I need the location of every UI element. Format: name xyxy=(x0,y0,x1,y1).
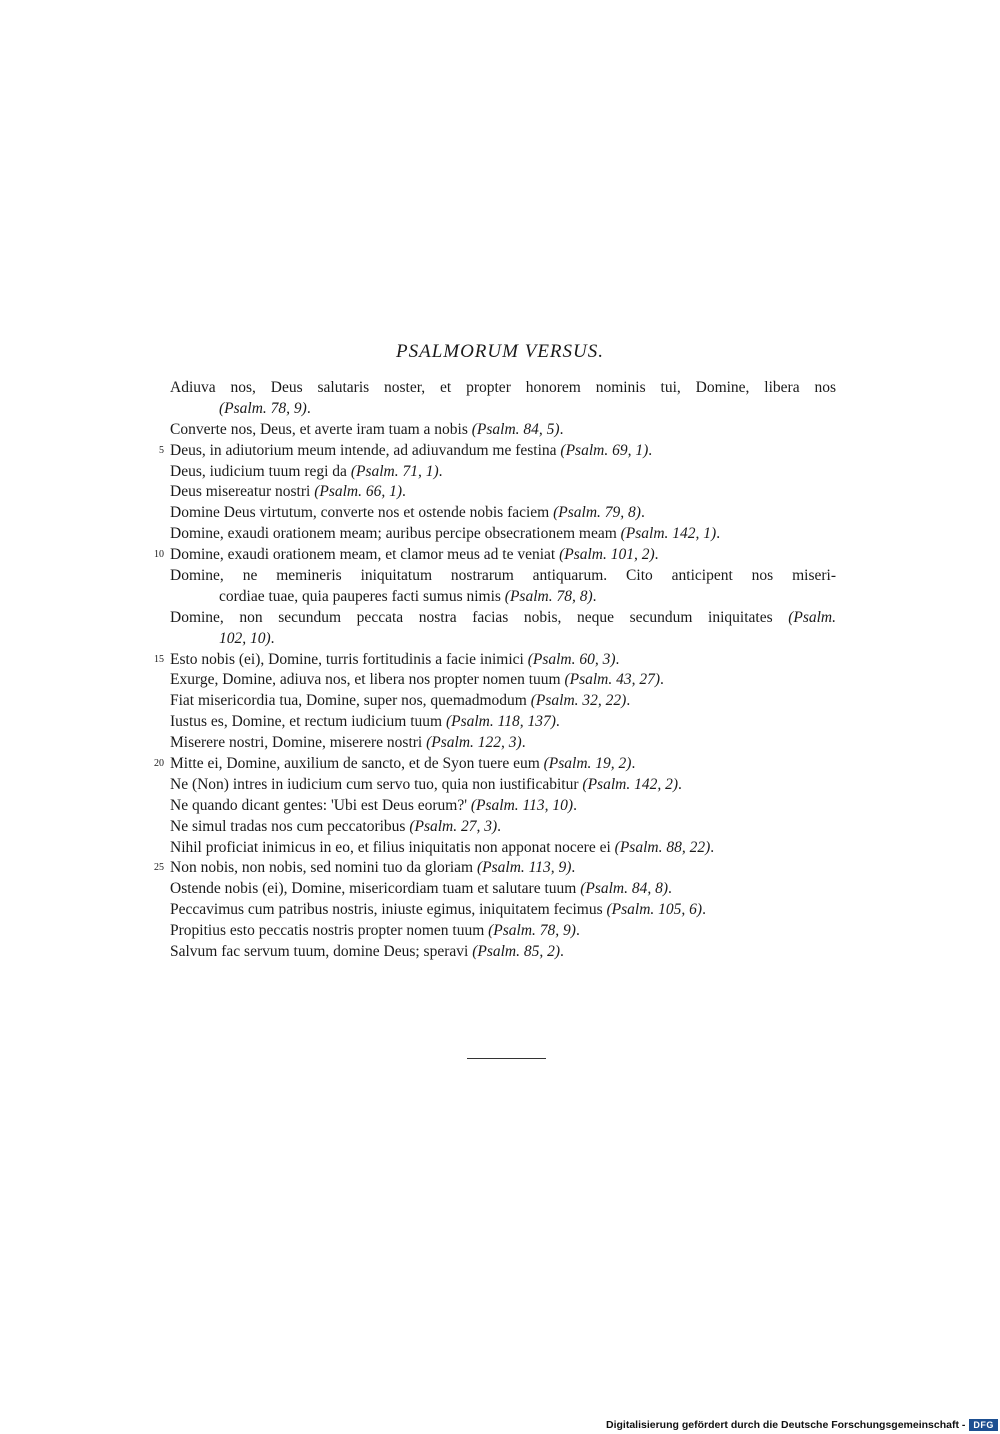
psalm-reference: (Psalm. 101, 2) xyxy=(559,546,655,564)
verse-punctuation: . xyxy=(710,838,715,856)
verse-text: Converte nos, Deus, et averte iram tuam a nobis xyxy=(170,420,472,438)
verse xyxy=(0,608,1000,650)
verse-punctuation: . xyxy=(306,399,311,417)
verse-punctuation: . xyxy=(559,420,564,438)
page-title: PSALMORUM VERSUS. xyxy=(395,341,605,362)
verse-line-content xyxy=(170,566,836,587)
verse-punctuation: . xyxy=(438,462,443,480)
psalm-reference: 102, 10) xyxy=(219,629,271,647)
verse-line xyxy=(0,921,1000,942)
verse-line xyxy=(0,566,1000,587)
verse-text: Deus misereatur nostri xyxy=(170,483,315,501)
verse-line xyxy=(0,796,1000,817)
verse xyxy=(0,879,1000,900)
psalm-reference: (Psalm. 71, 1) xyxy=(350,462,439,480)
verse-line-content xyxy=(170,776,682,793)
verse-line xyxy=(0,670,1000,691)
verse-line-content xyxy=(219,630,275,647)
verse xyxy=(0,566,1000,608)
verse-punctuation: . xyxy=(677,775,682,793)
verse-line xyxy=(0,378,1000,399)
psalm-reference: (Psalm. 142, 1) xyxy=(620,525,717,543)
verse-line-content xyxy=(170,859,575,876)
verse-line xyxy=(0,629,1000,650)
verse-text: Iustus es, Domine, et rectum iudicium tuum xyxy=(170,713,446,731)
verse xyxy=(0,670,1000,691)
verse xyxy=(0,733,1000,754)
verse xyxy=(0,858,1000,879)
verse-text: Mitte ei, Domine, auxilium de sancto, et de Syon tuere eum xyxy=(170,755,544,773)
psalm-reference: (Psalm. 19, 2) xyxy=(543,755,632,773)
psalm-reference: (Psalm. 66, 1) xyxy=(314,483,403,501)
verse-line xyxy=(0,587,1000,608)
verse-line xyxy=(0,942,1000,963)
verse-punctuation: . xyxy=(402,483,406,501)
verse-line xyxy=(0,838,1000,859)
verse xyxy=(0,503,1000,524)
verse-line-content xyxy=(170,818,501,835)
verse xyxy=(0,712,1000,733)
verse-text: Domine Deus virtutum, converte nos et ostende nobis faciem xyxy=(170,504,554,522)
dfg-logo-icon: DFG xyxy=(969,1419,998,1431)
verse-punctuation: . xyxy=(573,796,577,814)
verse-line xyxy=(0,858,1000,879)
verse-line-content xyxy=(170,671,664,688)
footer xyxy=(606,1416,998,1434)
verse-line-content xyxy=(170,839,714,856)
verse-line xyxy=(0,524,1000,545)
verse-punctuation: . xyxy=(615,650,620,668)
verse-line-content xyxy=(170,734,526,751)
psalm-reference: (Psalm. 32, 22) xyxy=(530,692,627,710)
verse-text: Domine, ne memineris iniquitatum nostrarum antiquarum. Cito anticipent nos miseri- xyxy=(170,567,836,585)
psalm-reference: (Psalm. 85, 2) xyxy=(472,943,561,961)
verse-text: Peccavimus cum patribus nostris, iniuste egimus, iniquitatem fecimus xyxy=(170,901,607,919)
verse xyxy=(0,754,1000,775)
verse-punctuation: . xyxy=(571,859,576,877)
verse xyxy=(0,545,1000,566)
verse-line xyxy=(0,754,1000,775)
verse-text: Esto nobis (ei), Domine, turris fortitudinis a facie inimici xyxy=(170,650,528,668)
footer-text: Digitalisierung gefördert durch die Deutsche Forschungsgemeinschaft - xyxy=(606,1419,966,1431)
line-number: 15 xyxy=(154,653,164,665)
verse-punctuation: . xyxy=(592,587,597,605)
verse-text: Miserere nostri, Domine, miserere nostri xyxy=(170,734,427,752)
psalm-reference: (Psalm. 78, 9) xyxy=(219,399,307,417)
verse-line xyxy=(0,879,1000,900)
verse xyxy=(0,942,1000,963)
psalm-reference: (Psalm. 43, 27) xyxy=(564,671,661,689)
psalm-reference: (Psalm. 27, 3) xyxy=(409,817,498,835)
verse xyxy=(0,524,1000,545)
verse-line-content xyxy=(170,546,659,563)
verse-line-content xyxy=(170,755,635,772)
verse-punctuation: . xyxy=(640,504,645,522)
verse-line-content xyxy=(170,692,630,709)
verse-line-content xyxy=(170,713,560,730)
psalm-reference: (Psalm. 79, 8) xyxy=(553,504,641,522)
verse-punctuation: . xyxy=(668,880,672,898)
psalm-reference: (Psalm. 78, 9) xyxy=(488,922,576,940)
verse xyxy=(0,838,1000,859)
verse-line xyxy=(0,817,1000,838)
verse xyxy=(0,441,1000,462)
verse-line xyxy=(0,775,1000,796)
verse xyxy=(0,378,1000,420)
psalm-reference: (Psalm. 84, 5) xyxy=(471,420,560,438)
verse-text: Adiuva nos, Deus salutaris noster, et propter honorem nominis tui, Domine, libera nos xyxy=(170,379,836,396)
verse-line xyxy=(0,462,1000,483)
verse-line xyxy=(0,482,1000,503)
verse-line xyxy=(0,691,1000,712)
verse-line-content xyxy=(219,400,311,417)
verse-text: Nihil proficiat inimicus in eo, et filius iniquitatis non apponat nocere ei xyxy=(170,838,615,856)
verse-line-content xyxy=(170,880,672,897)
verse-text: cordiae tuae, quia pauperes facti sumus nimis xyxy=(219,587,505,605)
verse-line-content xyxy=(170,504,645,521)
verse-line-content xyxy=(170,483,406,500)
verse-line-content xyxy=(170,943,564,960)
psalm-reference: (Psalm. 60, 3) xyxy=(527,650,616,668)
psalm-reference: (Psalm. 84, 8) xyxy=(580,880,669,898)
verse-line-content xyxy=(219,588,597,605)
verse-line-content xyxy=(170,797,577,814)
verse-line-content xyxy=(170,442,652,459)
verse-punctuation: . xyxy=(654,546,659,564)
psalm-reference: (Psalm. 69, 1) xyxy=(560,441,649,459)
verse-text: Domine, non secundum peccata nostra facias nobis, neque secundum iniquitates xyxy=(170,608,789,626)
verse-line-content xyxy=(170,651,619,668)
line-number: 5 xyxy=(159,444,164,456)
verse-punctuation: . xyxy=(560,943,564,961)
verse-text: Domine, exaudi orationem meam, et clamor meus ad te veniat xyxy=(170,546,560,564)
verse-text: Ne (Non) intres in iudicium cum servo tuo, quia non iustificabitur xyxy=(170,775,583,793)
verse xyxy=(0,462,1000,483)
verse-line-content xyxy=(170,901,706,918)
verse-punctuation: . xyxy=(555,713,560,731)
verse-text: Propitius esto peccatis nostris propter nomen tuum xyxy=(170,922,489,940)
verse-punctuation: . xyxy=(702,901,706,919)
verse-line xyxy=(0,441,1000,462)
psalm-reference: (Psalm. 118, 137) xyxy=(445,713,556,731)
verse xyxy=(0,650,1000,671)
psalm-reference: (Psalm. 113, 10) xyxy=(470,796,574,814)
psalm-reference: (Psalm. xyxy=(788,608,836,626)
verse-line xyxy=(0,399,1000,420)
verse-punctuation: . xyxy=(648,441,653,459)
verse-line-content xyxy=(170,463,443,480)
verse-text: Ostende nobis (ei), Domine, misericordiam tuam et salutare tuum xyxy=(170,880,581,898)
verse xyxy=(0,775,1000,796)
verse-line xyxy=(0,420,1000,441)
verse-line-content xyxy=(170,922,580,939)
verse xyxy=(0,420,1000,441)
verse-text: Ne quando dicant gentes: 'Ubi est Deus eorum?' xyxy=(170,796,471,814)
verse xyxy=(0,900,1000,921)
verse-text: Non nobis, non nobis, sed nomini tuo da gloriam xyxy=(170,859,477,877)
verse-line-content xyxy=(170,525,720,542)
verse-punctuation: . xyxy=(521,734,526,752)
verse-line xyxy=(0,712,1000,733)
verse-punctuation: . xyxy=(497,817,502,835)
verse xyxy=(0,482,1000,503)
verse xyxy=(0,817,1000,838)
verse-text: Deus, in adiutorium meum intende, ad adiuvandum me festina xyxy=(170,441,561,459)
verse-text: Exurge, Domine, adiuva nos, et libera nos propter nomen tuum xyxy=(170,671,565,689)
verse-line-content xyxy=(170,378,836,399)
verse-line xyxy=(0,545,1000,566)
verse-text: Fiat misericordia tua, Domine, super nos, quemadmodum xyxy=(170,692,531,710)
psalm-reference: (Psalm. 113, 9) xyxy=(476,859,572,877)
verse-punctuation: . xyxy=(660,671,664,689)
verse-line-content xyxy=(170,608,836,629)
verse-line-content xyxy=(170,421,563,438)
verse-line xyxy=(0,650,1000,671)
verse-text: Ne simul tradas nos cum peccatoribus xyxy=(170,817,410,835)
verse-line xyxy=(0,733,1000,754)
verse-text: Salvum fac servum tuum, domine Deus; speravi xyxy=(170,943,473,961)
verse-line xyxy=(0,900,1000,921)
psalm-reference: (Psalm. 88, 22) xyxy=(614,838,711,856)
psalm-reference: (Psalm. 122, 3) xyxy=(426,734,522,752)
verse-text: Domine, exaudi orationem meam; auribus percipe obsecrationem meam xyxy=(170,525,621,543)
verse xyxy=(0,691,1000,712)
verse-punctuation: . xyxy=(631,755,636,773)
verse-punctuation: . xyxy=(626,692,631,710)
verse xyxy=(0,921,1000,942)
end-rule-divider xyxy=(467,1058,546,1059)
verse-punctuation: . xyxy=(270,629,275,647)
verse-line xyxy=(0,503,1000,524)
verse-list xyxy=(0,378,1000,963)
verse-line xyxy=(0,608,1000,629)
psalm-reference: (Psalm. 142, 2) xyxy=(582,775,678,793)
psalm-reference: (Psalm. 78, 8) xyxy=(504,587,593,605)
verse xyxy=(0,796,1000,817)
verse-text: Deus, iudicium tuum regi da xyxy=(170,462,351,480)
line-number: 25 xyxy=(154,862,164,874)
verse-punctuation: . xyxy=(716,525,721,543)
line-number: 10 xyxy=(154,549,164,561)
verse-punctuation: . xyxy=(575,922,580,940)
psalm-reference: (Psalm. 105, 6) xyxy=(606,901,703,919)
line-number: 20 xyxy=(154,758,164,770)
